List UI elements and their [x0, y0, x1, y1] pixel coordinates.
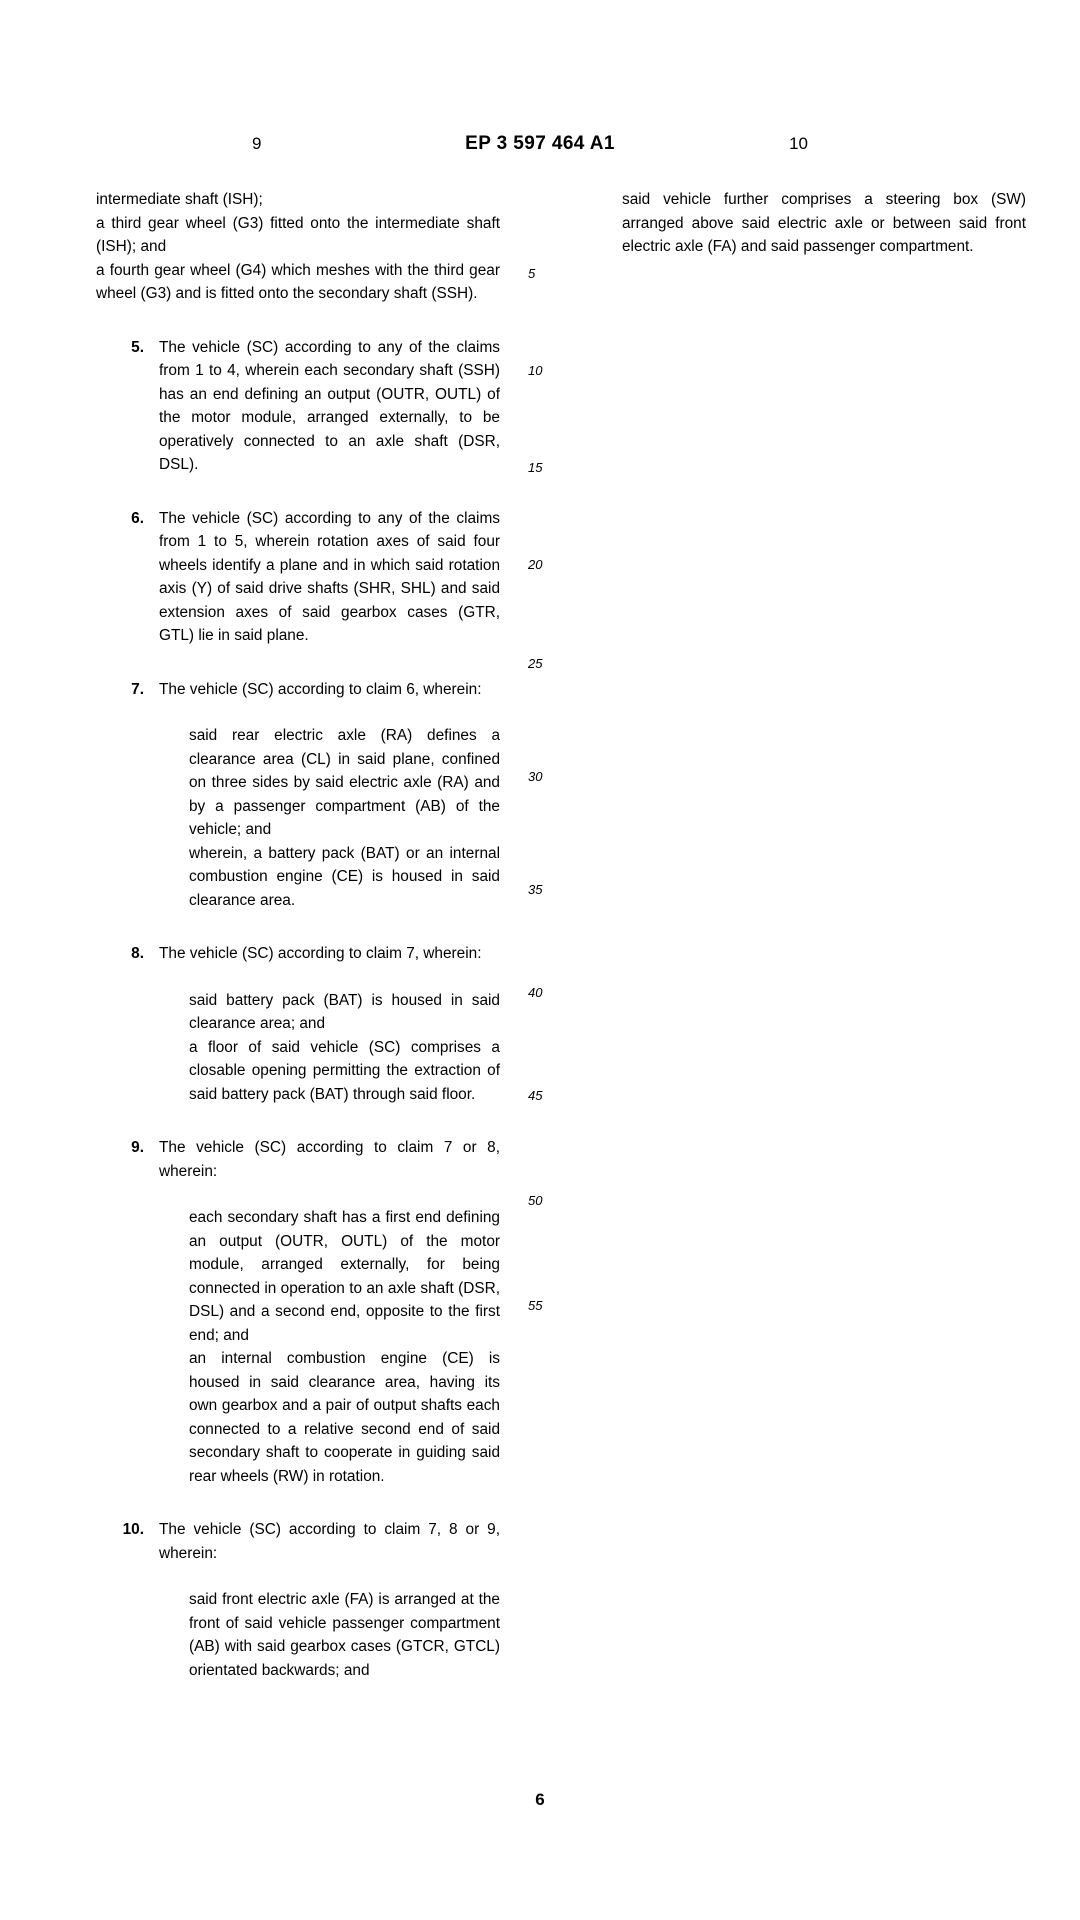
- claim-number: 5.: [131, 338, 144, 356]
- claim-10: [96, 1518, 500, 1565]
- line-number: 15: [528, 460, 543, 475]
- claim-body: [159, 336, 500, 477]
- line-number: 5: [528, 266, 536, 281]
- claim-6: [96, 507, 500, 648]
- left-column: [96, 188, 500, 1682]
- line-number: 55: [528, 1298, 543, 1313]
- claim-number: 10.: [122, 1521, 144, 1538]
- claim-paragraph: The vehicle (SC) according to claim 7 or 8, wherein:: [159, 1139, 500, 1180]
- claim-subparagraph: said battery pack (BAT) is housed in said clearance area; and: [189, 991, 500, 1032]
- header-patent-number: EP 3 597 464 A1: [465, 133, 615, 154]
- footer-page-number: 6: [535, 1790, 545, 1809]
- claim-8-subparagraphs: [159, 989, 500, 1107]
- line-number: 25: [528, 656, 543, 671]
- claim-number: 9.: [131, 1139, 144, 1156]
- continuation-line: intermediate shaft (ISH);: [96, 191, 263, 208]
- claim-body: [159, 678, 500, 702]
- claim-number: 7.: [131, 680, 144, 698]
- claim-number: 8.: [131, 945, 144, 962]
- line-number: 50: [528, 1193, 543, 1208]
- claim-body: [159, 942, 500, 966]
- line-number: 20: [528, 557, 543, 572]
- page-header: [96, 134, 984, 158]
- claim-9: [96, 1136, 500, 1183]
- claim-paragraph: The vehicle (SC) according to any of the claims from 1 to 5, wherein rotation axes of said four wheels identify a plane and in which said rotation axis (Y) of said drive shafts (SHR, SHL) and said extension axes of said gearbox cases (GTR, GTL) lie in said plane.: [159, 509, 500, 644]
- line-number: 40: [528, 985, 543, 1000]
- claim-5: [96, 336, 500, 477]
- claim-subparagraph: said rear electric axle (RA) defines a clearance area (CL) in said plane, confined on three sides by said electric axle (RA) and by a passenger compartment (AB) of the vehicle; and: [189, 727, 500, 838]
- line-number: 10: [528, 363, 543, 378]
- claim-subparagraph: said front electric axle (FA) is arranged at the front of said vehicle passenger compartment (AB) with said gearbox cases (GTCR, GTCL) orientated backwards; and: [189, 1591, 500, 1679]
- claim-subparagraph: wherein, a battery pack (BAT) or an internal combustion engine (CE) is housed in said clearance area.: [189, 844, 500, 909]
- continuation-block: [96, 188, 500, 306]
- claim-paragraph: The vehicle (SC) according to claim 7, wherein:: [159, 945, 482, 962]
- claim-subparagraph: each secondary shaft has a first end defining an output (OUTR, OUTL) of the motor module, arranged externally, for being connected in operation to an axle shaft (DSR, DSL) and a second end, opposite to the first end; and: [189, 1209, 500, 1344]
- claim-subparagraph: an internal combustion engine (CE) is housed in said clearance area, having its own gearbox and a pair of output shafts each connected to a relative second end of said secondary shaft to cooperate in guiding said rear wheels (RW) in rotation.: [189, 1350, 500, 1485]
- claim-8: [96, 942, 500, 966]
- claim-paragraph: The vehicle (SC) according to claim 7, 8 or 9, wherein:: [159, 1521, 500, 1562]
- claim-number: 6.: [131, 509, 144, 527]
- claim-subparagraph: a floor of said vehicle (SC) comprises a closable opening permitting the extraction of said battery pack (BAT) through said floor.: [189, 1038, 500, 1103]
- claim-7: [96, 678, 500, 702]
- line-number: 35: [528, 882, 543, 897]
- claim-paragraph: The vehicle (SC) according to any of the claims from 1 to 4, wherein each secondary shaft (SSH) has an end defining an output (OUTR, OUTL) of the motor module, arranged externally, to be operatively connected to an axle shaft (DSR, DSL).: [159, 338, 500, 473]
- continuation-block: [622, 188, 1026, 259]
- claim-body: [159, 1136, 500, 1183]
- continuation-line: a fourth gear wheel (G4) which meshes with the third gear wheel (G3) and is fitted onto the secondary shaft (SSH).: [96, 261, 500, 302]
- header-page-left: 9: [252, 134, 262, 153]
- claim-7-subparagraphs: [159, 724, 500, 912]
- claim-body: [159, 1518, 500, 1565]
- claim-body: [159, 507, 500, 648]
- right-column: [622, 188, 1026, 282]
- line-number: 45: [528, 1088, 543, 1103]
- line-number: 30: [528, 769, 543, 784]
- claim-10-subparagraphs: [159, 1588, 500, 1682]
- claim-9-subparagraphs: [159, 1206, 500, 1488]
- continuation-line: a third gear wheel (G3) fitted onto the intermediate shaft (ISH); and: [96, 214, 500, 255]
- continuation-line: said vehicle further comprises a steering box (SW) arranged above said electric axle or between said front electric axle (FA) and said passenger compartment.: [622, 191, 1026, 255]
- header-page-right: 10: [789, 134, 808, 153]
- claim-paragraph: The vehicle (SC) according to claim 6, wherein:: [159, 680, 482, 698]
